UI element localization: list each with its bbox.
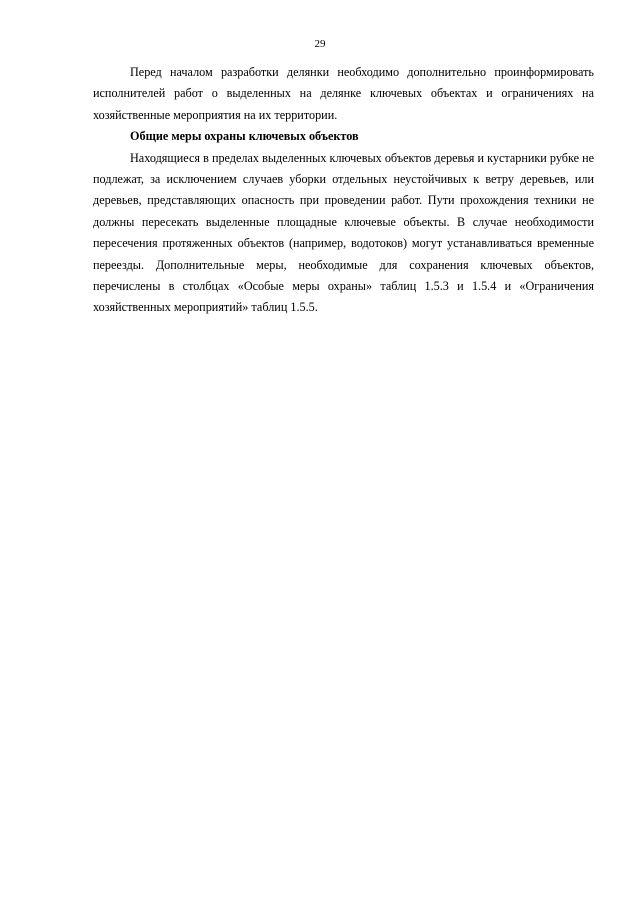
paragraph-protection-measures: Находящиеся в пределах выделенных ключевых объектов деревья и кустарники рубке не подлежат, за исключением случаев уборки отдельных неустойчивых к ветру деревьев, или деревьев, представляющих опасность при проведении работ. Пути прохождения техники не должны пересекать выделенные площадные ключевые объекты. В случае необходимости пересечения протяженных объектов (например, водотоков) могут устанавливаться временные переезды. Дополнительные меры, необходимые для сохранения ключевых объектов, перечислены в столбцах «Особые меры охраны» таблиц 1.5.3 и 1.5.4 и «Ограничения хозяйственных мероприятий» таблиц 1.5.5.: [93, 150, 594, 315]
paragraph-briefing: Перед началом разработки делянки необходимо дополнительно проинформировать исполнителей работ о выделенных на делянке ключевых объектах и ограничениях на хозяйственные мероприятия на их территории.: [93, 65, 594, 122]
section-heading: Общие меры охраны ключевых объектов: [130, 129, 359, 144]
page-number: 29: [314, 38, 326, 50]
document-body: [93, 62, 594, 319]
